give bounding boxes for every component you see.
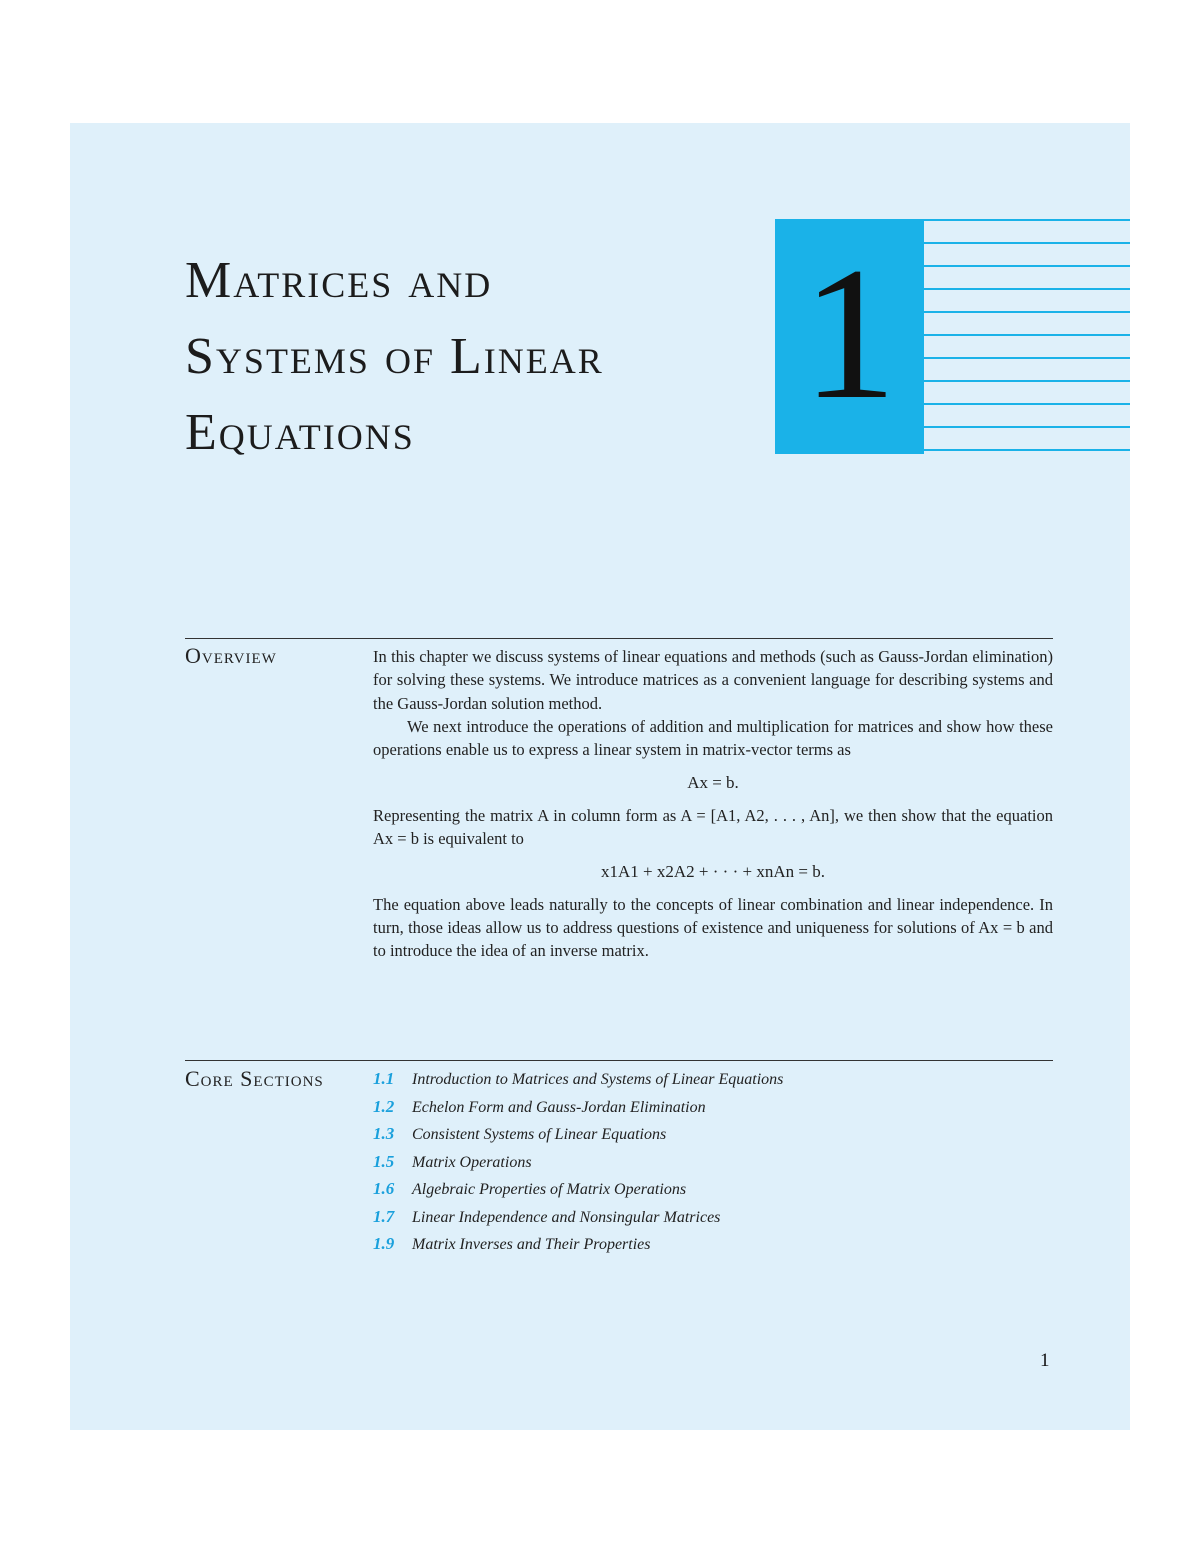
rule-line <box>924 449 1130 451</box>
chapter-title <box>185 243 765 471</box>
section-title: Linear Independence and Nonsingular Matrices <box>412 1208 721 1226</box>
section-title: Consistent Systems of Linear Equations <box>412 1126 667 1143</box>
section-entry[interactable] <box>373 1177 1053 1205</box>
page-number: 1 <box>1040 1350 1050 1371</box>
rule-line <box>924 265 1130 267</box>
overview-body <box>373 645 1053 963</box>
chapter-title-line: Equations <box>185 404 415 461</box>
section-entry[interactable] <box>373 1067 1053 1095</box>
section-entry[interactable] <box>373 1095 1053 1123</box>
section-title: Matrix Operations <box>412 1153 532 1171</box>
rule-line <box>924 311 1130 313</box>
section-entry[interactable] <box>373 1205 1053 1233</box>
section-number: 1.6 <box>373 1179 395 1198</box>
section-title: Matrix Inverses and Their Properties <box>412 1236 651 1253</box>
section-entry[interactable] <box>373 1122 1053 1150</box>
rule-line <box>924 380 1130 382</box>
rule-line <box>924 242 1130 244</box>
equation-ax-b: Ax = b. <box>687 773 739 793</box>
decorative-rule-lines <box>924 219 1130 455</box>
section-title: Introduction to Matrices and Systems of Linear Equations <box>412 1071 784 1088</box>
rule-line <box>924 219 1130 221</box>
rule-line <box>924 334 1130 336</box>
section-entry[interactable] <box>373 1232 1053 1260</box>
rule-line <box>924 403 1130 405</box>
section-number: 1.7 <box>373 1206 395 1226</box>
overview-paragraph: Representing the matrix A in column form as A = [A1, A2, . . . , An], we then show that the equation Ax = b is equivalent to <box>373 805 1053 849</box>
chapter-number: 1 <box>802 229 897 439</box>
overview-paragraph: We next introduce the operations of addition and multiplication for matrices and show how these operations enable us to express a linear system in matrix-vector terms as <box>373 716 1053 760</box>
rule-line <box>924 288 1130 290</box>
equation-linear-combination: x1A1 + x2A2 + · · · + xnAn = b. <box>601 862 825 882</box>
core-sections-divider <box>185 1060 1053 1061</box>
section-number: 1.1 <box>373 1069 395 1088</box>
overview-label: Overview <box>185 643 277 668</box>
core-sections-list <box>373 1067 1053 1260</box>
section-number: 1.9 <box>373 1234 395 1253</box>
chapter-title-line: Matrices and <box>185 252 493 309</box>
section-number: 1.3 <box>373 1124 395 1143</box>
section-title: Echelon Form and Gauss-Jordan Elimination <box>412 1098 706 1116</box>
rule-line <box>924 357 1130 359</box>
section-title: Algebraic Properties of Matrix Operations <box>412 1181 687 1198</box>
overview-paragraph: In this chapter we discuss systems of linear equations and methods (such as Gauss-Jordan elimination) for solving these systems. We introduce matrices as a convenient language for describing systems and the Gauss-Jordan solution method. <box>373 647 1053 713</box>
section-entry[interactable] <box>373 1150 1053 1178</box>
core-sections-label: Core Sections <box>185 1066 324 1091</box>
chapter-number-box <box>775 219 924 454</box>
overview-paragraph: The equation above leads naturally to the concepts of linear combination and linear independence. In turn, those ideas allow us to address questions of existence and uniqueness for solutions of Ax = b and to introduce the idea of an inverse matrix. <box>373 894 1053 961</box>
section-number: 1.5 <box>373 1151 395 1171</box>
overview-divider <box>185 638 1053 639</box>
rule-line <box>924 426 1130 428</box>
section-number: 1.2 <box>373 1096 395 1116</box>
chapter-title-line: Systems of Linear <box>185 328 604 385</box>
